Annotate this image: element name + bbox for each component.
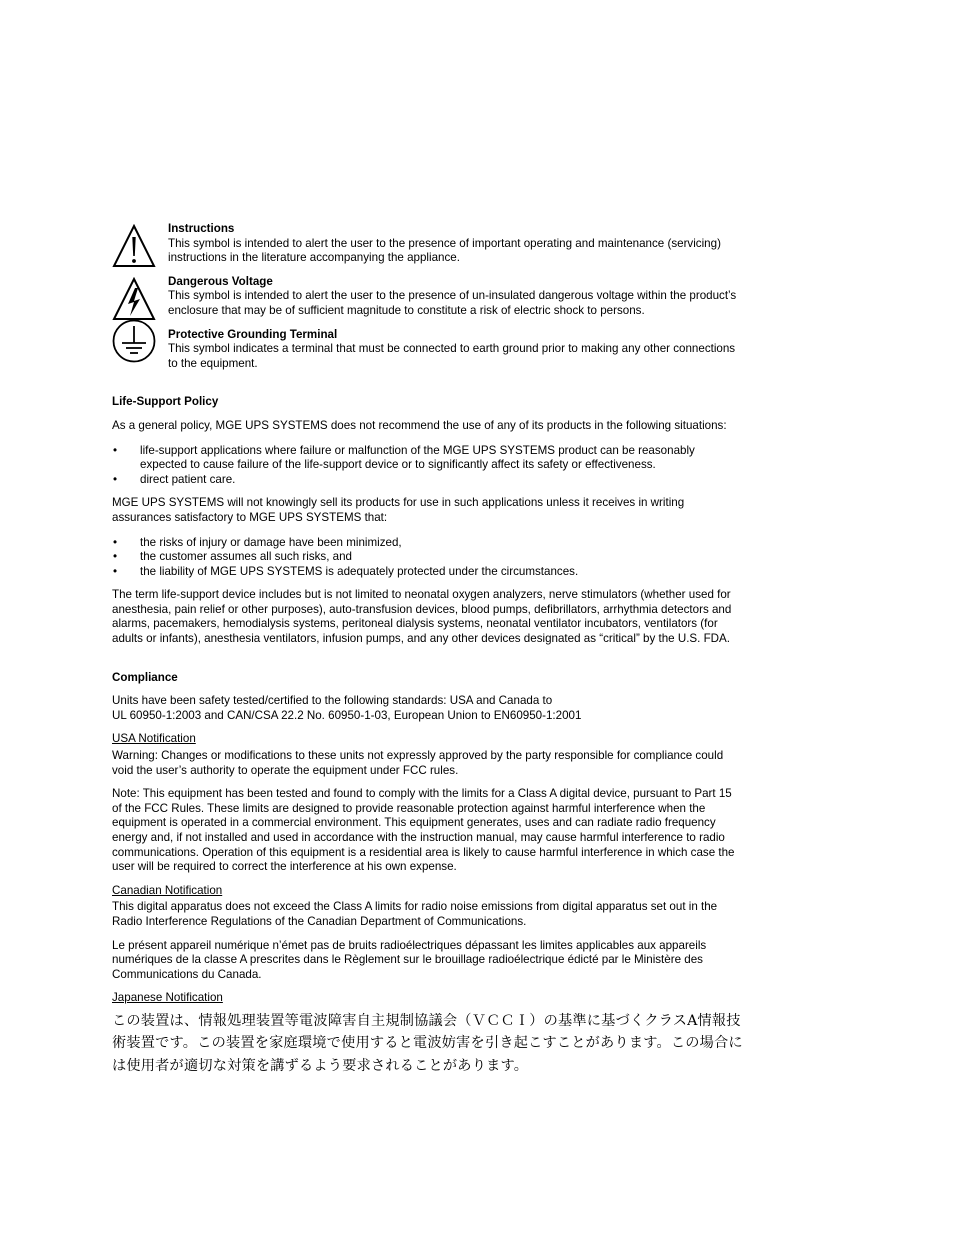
life-support-definition: The term life-support device includes but is not limited to neonatal oxygen analyzers, nerve stimulators (whether used for anesthesia, pain relief or other purposes), auto-transfusion devices, blood pumps, defibrillators, arrhythmia detectors and alarms, pacemakers, hemodialysis systems, peritoneal dialysis systems, neonatal ventilator incubators, ventilators (for adults or infants), anesthesia ventilators, infusion pumps, and any other devices designated as “critical” by the U.S. FDA. (112, 588, 732, 646)
list-item: • the customer assumes all such risks, and (112, 550, 744, 565)
list-item: • life-support applications where failure or malfunction of the MGE UPS SYSTEMS product can be reasonably expected to cause failure of the life-support device or to significantly affect its safety or effectiveness. (112, 444, 744, 473)
life-support-policy: MGE UPS SYSTEMS will not knowingly sell its products for use in such applications unless it receives in writing assurances satisfactory to MGE UPS SYSTEMS that: (112, 496, 685, 524)
canada-french: Le présent appareil numérique n’émet pas de bruits radioélectriques dépassant les limites applicables aux appareils numériques de la classe A prescrites dans le Règlement sur le brouillage radioélectrique édicté par le Ministère des Communications du Canada. (112, 938, 707, 981)
usa-notification-heading: USA Notification (112, 732, 196, 746)
warning-triangle-icon (112, 224, 156, 268)
symbol-protective-ground (112, 328, 744, 372)
symbol-description: This symbol is intended to alert the user to the presence of important operating and maintenance (servicing) instructions in the literature accompanying the appliance. (168, 236, 721, 265)
assurances-list (112, 536, 744, 580)
standards-line: Units have been safety tested/certified to the following standards: USA and Canada to (112, 694, 553, 708)
life-support-intro: As a general policy, MGE UPS SYSTEMS does not recommend the use of any of its products in the following situations: (112, 418, 727, 432)
symbol-dangerous-voltage (112, 275, 744, 319)
standards-line: UL 60950-1:2003 and CAN/CSA 22.2 No. 60950-1-03, European Union to EN60950-1:2001 (112, 708, 582, 722)
list-item: • the liability of MGE UPS SYSTEMS is adequately protected under the circumstances. (112, 565, 744, 580)
compliance-heading: Compliance (112, 670, 178, 684)
list-item: • the risks of injury or damage have been minimized, (112, 536, 744, 551)
lightning-triangle-icon (112, 277, 156, 321)
canadian-notification-heading: Canadian Notification (112, 883, 223, 897)
ground-symbol-icon (112, 319, 156, 363)
life-support-heading: Life-Support Policy (112, 395, 219, 409)
symbol-title: Dangerous Voltage (168, 274, 273, 288)
symbol-description: This symbol is intended to alert the user to the presence of un-insulated dangerous voltage within the product’s enclosure that may be of sufficient magnitude to constitute a risk of electric shock to persons. (168, 289, 737, 317)
list-item: • direct patient care. (112, 473, 744, 488)
symbol-title: Protective Grounding Terminal (168, 327, 338, 341)
situations-list (112, 444, 744, 488)
symbol-instructions (112, 222, 744, 266)
canada-english: This digital apparatus does not exceed the Class A limits for radio noise emissions from digital apparatus set out in the Radio Interference Regulations of the Canadian Department of Communications. (112, 900, 718, 928)
symbol-title: Instructions (168, 222, 235, 235)
document-page (112, 222, 744, 1077)
japanese-text: この装置は、情報処理装置等電波障害自主規制協議会（ＶＣＣＩ）の基準に基づくクラスA情報技術装置です。この装置を家庭環境で使用すると電波妨害を引き起こすことがあります。この場合には使用者が適切な対策を講ずるよう要求されることがあります。 (112, 1012, 743, 1074)
symbol-description: This symbol indicates a terminal that must be connected to earth ground prior to making any other connections to the equipment. (168, 342, 736, 370)
usa-warning: Warning: Changes or modifications to these units not expressly approved by the party responsible for compliance could void the user’s authority to operate the equipment under FCC rules. (112, 749, 724, 777)
compliance-standards (112, 694, 744, 723)
usa-note: Note: This equipment has been tested and found to comply with the limits for a Class A digital device, pursuant to Part 15 of the FCC Rules. These limits are designed to provide reasonable protection against harmful interference when the equipment is operated in a commercial environment. This equipment generates, uses and can radiate radio frequency energy and, if not installed and used in accordance with the instruction manual, may cause harmful interference to radio communications. Operation of this equipment is a residential area is likely to cause harmful interference in which case the user will be required to correct the interference at his own expense. (112, 787, 735, 874)
japanese-notification-heading: Japanese Notification (112, 991, 223, 1005)
